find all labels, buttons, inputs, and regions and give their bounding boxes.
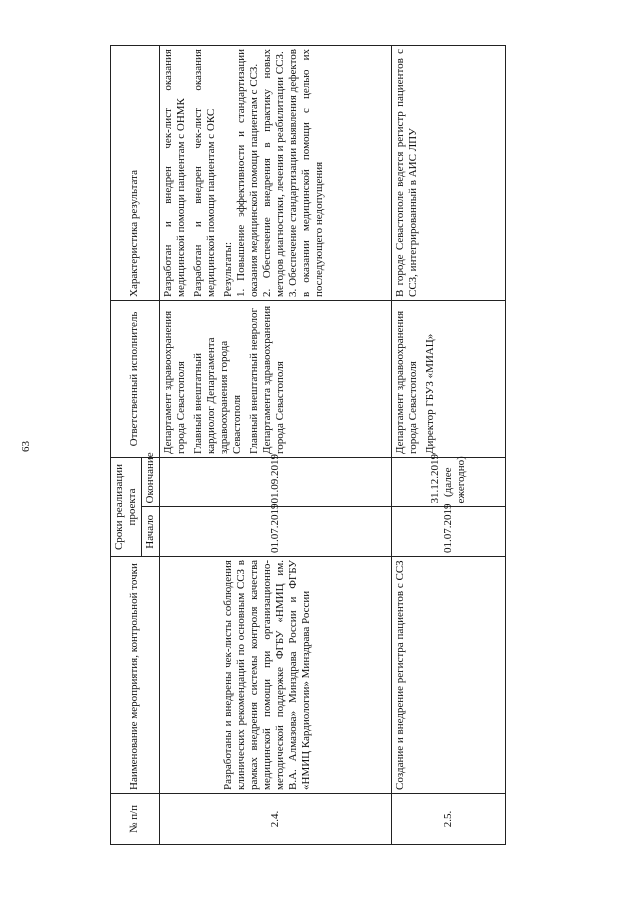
row-2-4-result-onmk: Разработан и внедрен чек-лист оказания медицинской помощи пациентам с ОНМК <box>161 49 187 297</box>
row-2-5-num: 2.5. <box>391 794 505 845</box>
row-2-5-start: 01.07.2019 <box>391 507 505 557</box>
row-2-4-result-oks: Разработан и внедрен чек-лист оказания медицинской помощи пациентам с ОКС <box>191 49 217 297</box>
row-2-4-responsible-dept: Департамент здравоохранения города Севастополя <box>161 310 187 454</box>
row-2-4-responsible-cardio: Главный внештатный кардиолог Департамента здравоохранения города Севастополя <box>191 337 243 454</box>
row-2-5-responsible-director: Директор ГБУЗ «МИАЦ» <box>423 333 436 454</box>
rotated-table-container <box>110 45 495 845</box>
row-2-5-name: Создание и внедрение регистра пациентов с ССЗ <box>391 557 505 794</box>
project-table <box>110 45 506 845</box>
table-row-2-5 <box>391 46 505 845</box>
header-num: № п/п <box>111 794 160 845</box>
row-2-4-result-2: 2. Обеспечение внедрения в практику новых методов диагностики, лечения и реабилитации ССЗ. <box>260 49 286 297</box>
page-number: 63 <box>20 441 32 452</box>
row-2-5-responsible-dept: Департамент здравоохранения города Севастополя <box>393 310 419 454</box>
row-2-4-responsible-neuro: Главный внештатный невролог Департамента здравоохранения города Севастополя <box>247 305 286 454</box>
header-result: Характеристика результата <box>111 46 160 301</box>
row-2-4-name-spacer <box>162 560 222 790</box>
row-2-4-end: 01.09.2019 <box>159 458 391 508</box>
row-2-4-result-1: 1. Повышение эффективности и стандартизации оказания медицинской помощи пациентам с ССЗ. <box>234 49 260 297</box>
header-end: Окончание <box>141 458 159 508</box>
header-terms: Сроки реализации проекта <box>111 458 142 557</box>
table-row-2-4 <box>159 46 391 845</box>
row-2-4-num: 2.4. <box>159 794 391 845</box>
row-2-4-result-heading: Результаты: <box>221 242 234 297</box>
header-name: Наименование мероприятия, контрольной точки <box>111 557 160 794</box>
header-start: Начало <box>141 507 159 557</box>
header-responsible: Ответственный исполнитель <box>111 301 160 458</box>
row-2-4-start: 01.07.2019 <box>159 507 391 557</box>
row-2-5-result: В городе Севастополе ведется регистр пациентов с ССЗ, интегрированный в АИС ЛПУ <box>391 46 505 301</box>
row-2-4-name: Разработаны и внедрены чек-листы соблюдения клинических рекомендаций по основным ССЗ в рамках внедрения системы контроля качества медицинской помощи при организационно-методической поддержке ФГБУ «НМИЦ им. В.А. Алмазова» Минздрава России и ФГБУ «НМИЦ Кардиологии» Минздрава России <box>221 560 312 790</box>
row-2-4-result-3: 3. Обеспечение стандартизации выявления дефектов в оказании медицинской помощи с целью их последующего недопущения <box>286 49 325 297</box>
row-2-5-end: 31.12.2019 (далее ежегодно) <box>391 458 505 508</box>
